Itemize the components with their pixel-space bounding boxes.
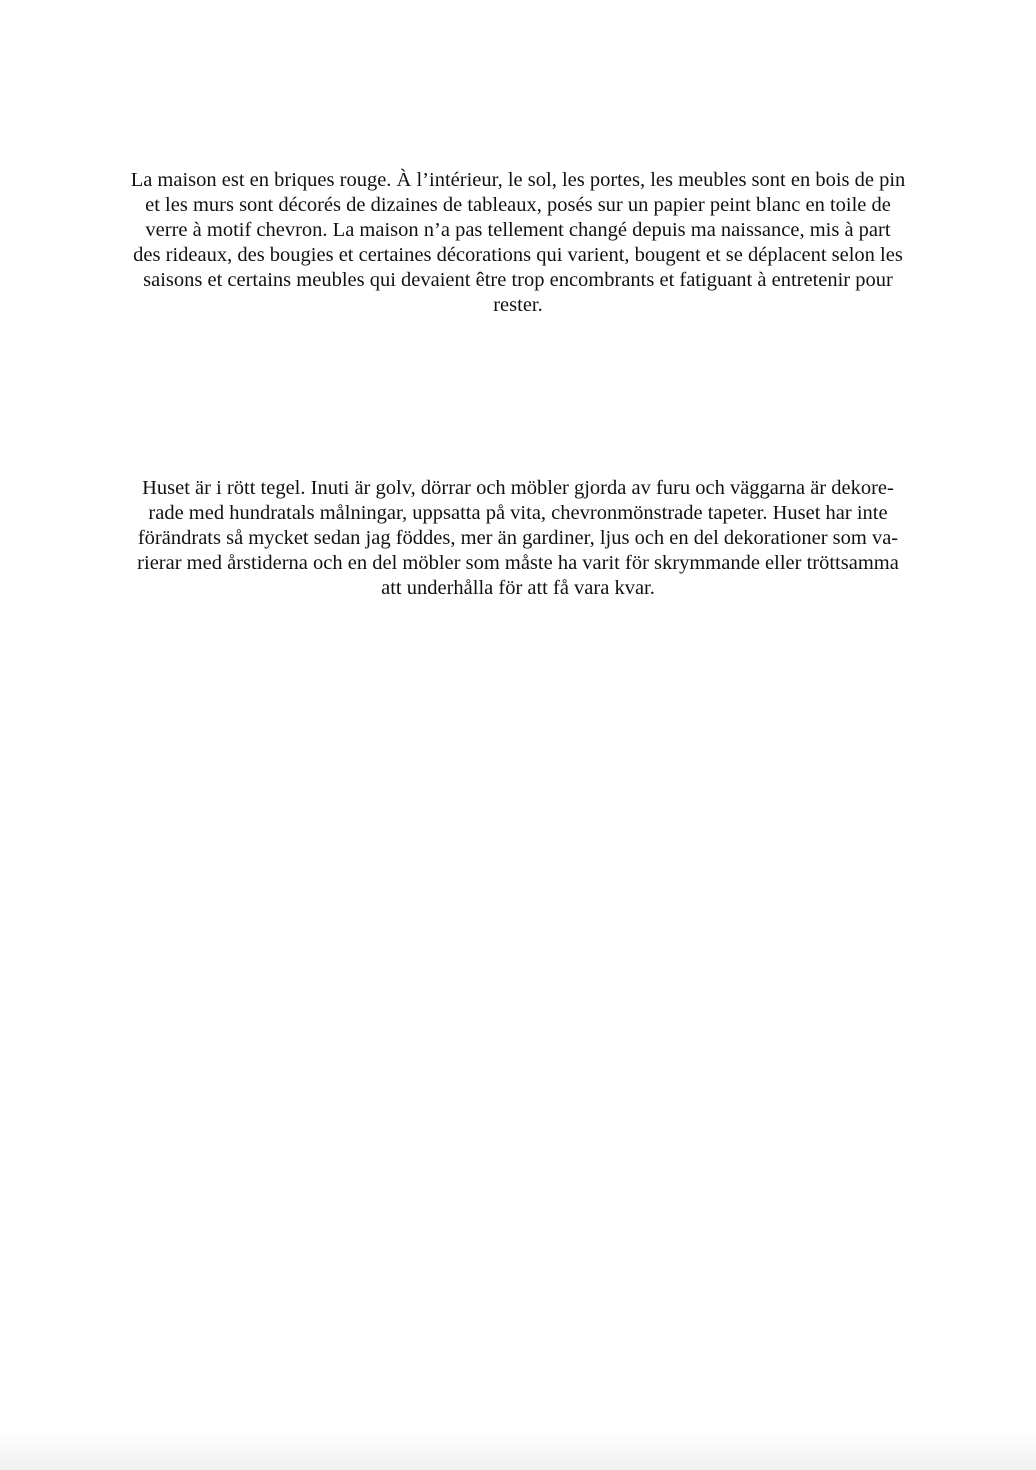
paragraph-line: förändrats så mycket sedan jag föddes, mer än gardiner, ljus och en del dekorationer som va-	[137, 527, 899, 549]
paragraph-line: rierar med årstiderna och en del möbler som måste ha varit för skrymmande eller tröttsamma	[137, 552, 899, 574]
paragraph-line: verre à motif chevron. La maison n’a pas tellement changé depuis ma naissance, mis à part	[145, 219, 891, 241]
paragraph-line: rester.	[493, 294, 543, 316]
paragraph-line: saisons et certains meubles qui devaient être trop encombrants et fatiguant à entretenir pour	[143, 269, 893, 291]
page-bottom-shadow	[0, 1430, 1036, 1470]
paragraph-line: rade med hundratals målningar, uppsatta på vita, chevronmönstrade tapeter. Huset har inte	[148, 502, 888, 524]
paragraph-line: et les murs sont décorés de dizaines de tableaux, posés sur un papier peint blanc en toile de	[145, 194, 891, 216]
paragraph-line: La maison est en briques rouge. À l’intérieur, le sol, les portes, les meubles sont en bois de pin	[130, 169, 906, 191]
paragraph-line: des rideaux, des bougies et certaines décorations qui varient, bougent et se déplacent selon les	[133, 244, 903, 266]
paragraph-line: Huset är i rött tegel. Inuti är golv, dörrar och möbler gjorda av furu och väggarna är dekore-	[142, 477, 894, 499]
paragraph-line: att underhålla för att få vara kvar.	[381, 577, 655, 599]
